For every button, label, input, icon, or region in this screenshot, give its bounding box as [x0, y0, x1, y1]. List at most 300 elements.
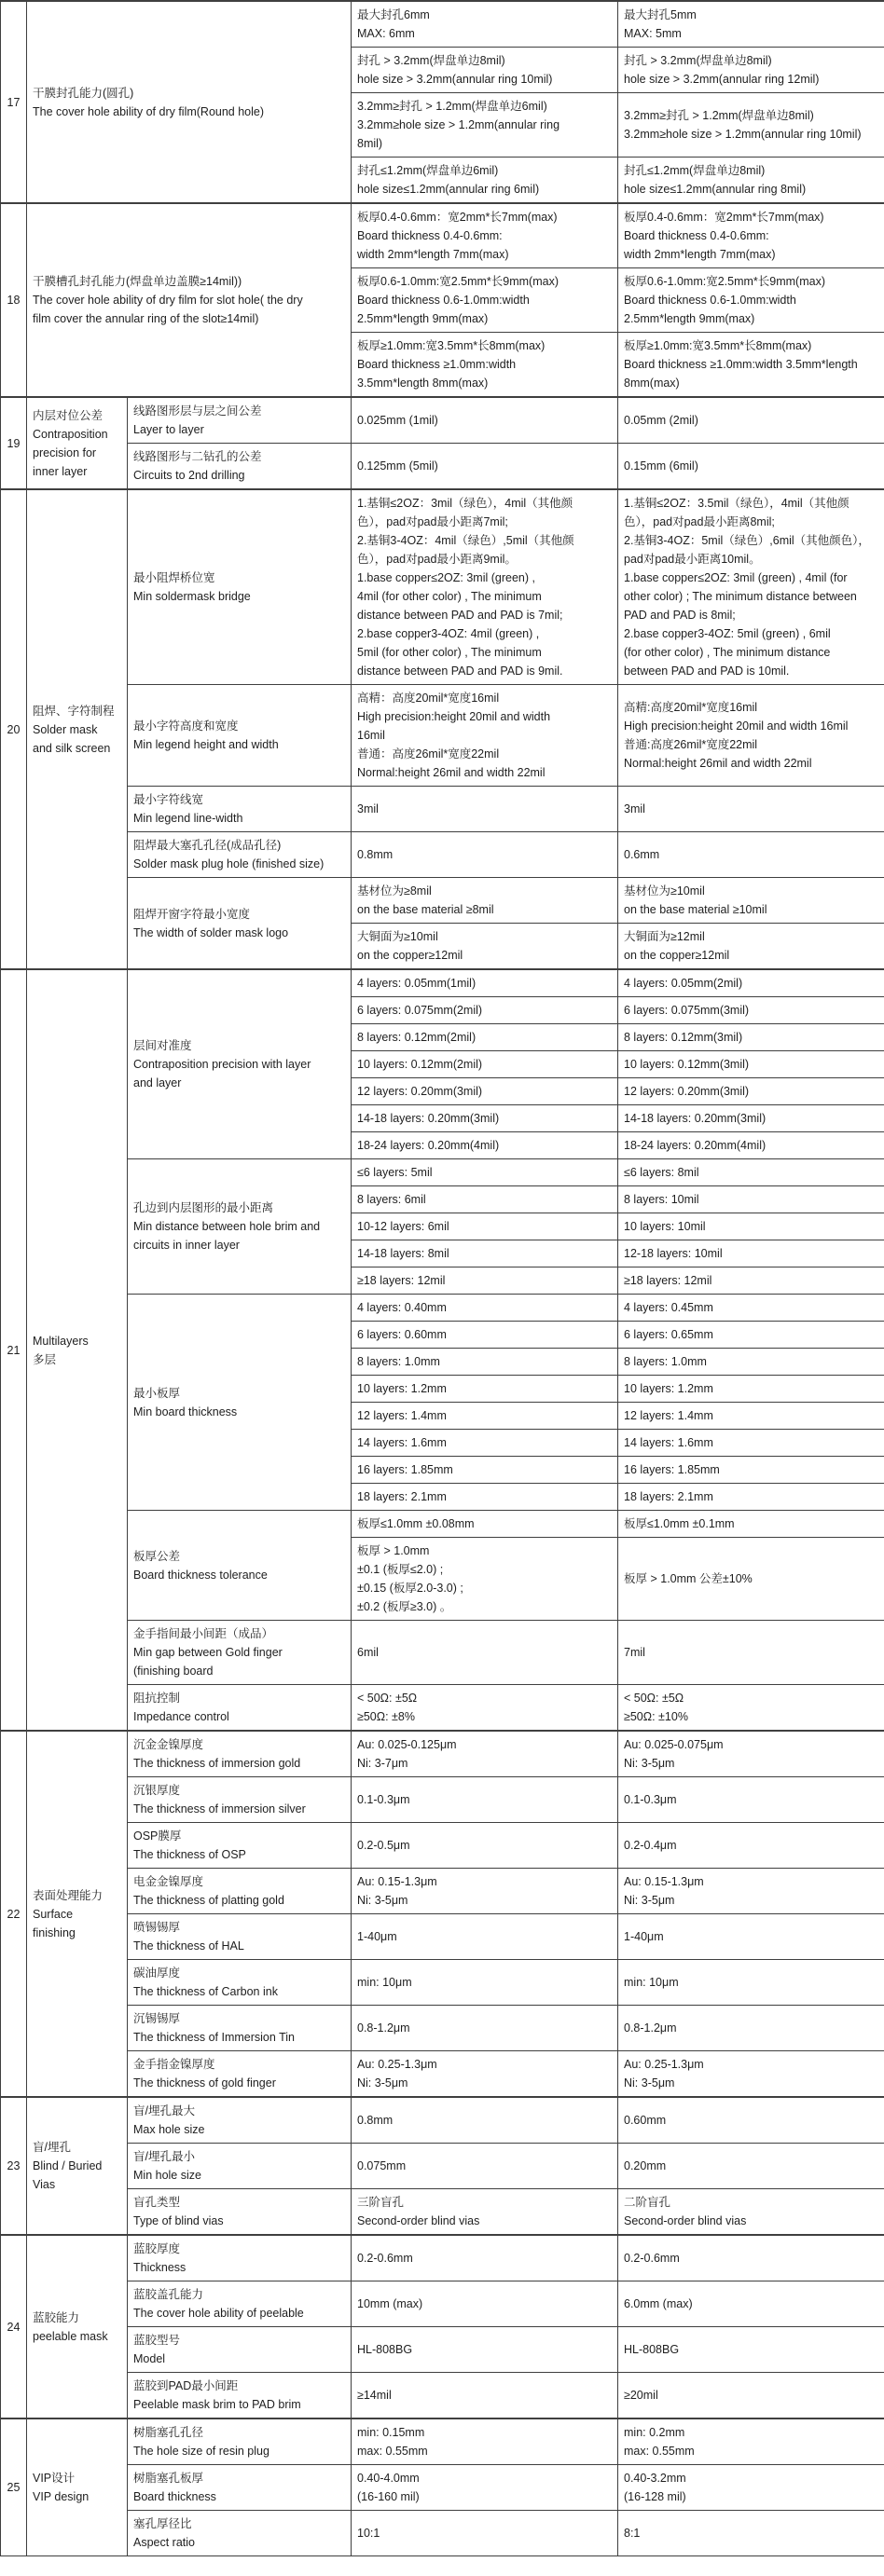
- value-cell-right: [618, 1, 884, 48]
- table-row: [1, 2373, 884, 2419]
- value-line: HL-808BG: [357, 2343, 413, 2356]
- item-label-line: 金手指金镍厚度: [133, 2058, 215, 2071]
- item-label-line: 盲孔类型: [133, 2196, 181, 2209]
- item-label-line: Board thickness tolerance: [133, 1568, 268, 1582]
- value-cell-right: [618, 2235, 884, 2281]
- table-row: [1, 203, 884, 268]
- value-cell-right: [618, 1132, 884, 1159]
- table-row: [1, 2189, 884, 2236]
- table-row: [1, 2144, 884, 2189]
- value-cell-left: [352, 1403, 618, 1430]
- value-line: 最大封孔6mm: [357, 8, 430, 21]
- item-label-line: Layer to layer: [133, 423, 204, 436]
- value-cell-left: [352, 685, 618, 787]
- value-cell-left: [352, 158, 618, 204]
- value-line: 6mil: [357, 1646, 379, 1659]
- item-label-line: Circuits to 2nd drilling: [133, 469, 245, 482]
- value-line: ±0.1 (板厚≤2.0) ;: [357, 1563, 444, 1576]
- item-label-line: Board thickness: [133, 2490, 216, 2503]
- value-line: min: 0.2mm: [624, 2426, 685, 2439]
- category-line: 干膜槽孔封孔能力(焊盘单边盖膜≥14mil)): [33, 275, 242, 288]
- value-cell-left: [352, 1511, 618, 1538]
- value-cell-right: [618, 685, 884, 787]
- item-label-cell: [128, 2189, 352, 2236]
- value-line: 0.05mm (2mil): [624, 414, 698, 427]
- category-line: 表面处理能力: [33, 1888, 104, 1902]
- value-cell-left: [352, 2006, 618, 2051]
- value-line: 3.2mm≥封孔 > 1.2mm(焊盘单边6mil): [357, 100, 547, 113]
- value-line: 8 layers: 6mil: [357, 1193, 426, 1206]
- item-label-cell: [128, 2418, 352, 2465]
- value-line: 10 layers: 10mil: [624, 1220, 706, 1233]
- value-cell-left: [352, 1024, 618, 1051]
- category-line: and silk screen: [33, 741, 111, 755]
- item-label-line: 沉银厚度: [133, 1784, 181, 1797]
- value-line: 1.基铜≤2OZ：3mil（绿色），4mil（其他颜: [357, 497, 573, 510]
- item-label-line: 塞孔厚径比: [133, 2517, 192, 2530]
- value-cell-right: [618, 1078, 884, 1105]
- value-cell-left: [352, 924, 618, 970]
- value-line: 8mil): [357, 137, 383, 150]
- value-line: 0.20mm: [624, 2159, 667, 2172]
- table-row: [1, 685, 884, 787]
- item-label-line: Model: [133, 2352, 166, 2365]
- value-line: 1-40μm: [624, 1930, 664, 1943]
- value-line: 0.2-0.4μm: [624, 1839, 677, 1852]
- item-label-line: 蓝胶盖孔能力: [133, 2288, 204, 2301]
- value-cell-left: [352, 1078, 618, 1105]
- value-line: 10mm (max): [357, 2297, 423, 2310]
- value-line: 8:1: [624, 2527, 641, 2540]
- item-label-line: 金手指间最小间距（成品）: [133, 1627, 274, 1640]
- value-cell-left: [352, 1051, 618, 1078]
- value-line: 14 layers: 1.6mm: [624, 1436, 713, 1449]
- table-row: [1, 1159, 884, 1186]
- value-line: High precision:height 20mil and width 16mil: [624, 719, 849, 733]
- value-cell-right: [618, 787, 884, 832]
- item-label-line: The thickness of immersion silver: [133, 1802, 306, 1816]
- value-cell-left: [352, 2189, 618, 2236]
- value-line: Normal:height 26mil and width 22mil: [624, 757, 812, 770]
- item-label-cell: [128, 2235, 352, 2281]
- value-line: 封孔≤1.2mm(焊盘单边6mil): [357, 164, 499, 177]
- item-label-cell: [128, 1731, 352, 1777]
- value-line: distance between PAD and PAD is 9mil.: [357, 665, 563, 678]
- value-line: Normal:height 26mil and width 22mil: [357, 766, 546, 779]
- category-line: Solder mask: [33, 722, 98, 736]
- value-cell-left: [352, 2373, 618, 2419]
- value-line: between PAD and PAD is 10mil.: [624, 665, 790, 678]
- value-cell-right: [618, 1511, 884, 1538]
- value-cell-left: [352, 2281, 618, 2327]
- value-line: Ni: 3-5μm: [357, 1894, 408, 1907]
- item-label-line: 盲/埋孔最大: [133, 2104, 195, 2117]
- item-label-line: 蓝胶型号: [133, 2334, 181, 2347]
- category-line: 多层: [33, 1352, 57, 1366]
- value-line: width 2mm*length 7mm(max): [357, 248, 509, 261]
- item-label-line: Solder mask plug hole (finished size): [133, 857, 325, 870]
- item-label-cell: [128, 444, 352, 490]
- row-number-cell: [1, 1731, 27, 2097]
- value-cell-right: [618, 1240, 884, 1267]
- item-label-line: Peelable mask brim to PAD brim: [133, 2398, 301, 2411]
- value-line: 16 layers: 1.85mm: [624, 1463, 720, 1476]
- value-cell-left: [352, 997, 618, 1024]
- value-cell-left: [352, 832, 618, 878]
- item-label-line: and layer: [133, 1076, 182, 1089]
- row-number: 19: [7, 436, 21, 450]
- value-cell-right: [618, 2511, 884, 2556]
- value-cell-left: [352, 1777, 618, 1823]
- item-label-cell: [128, 1295, 352, 1511]
- item-label-line: Type of blind vias: [133, 2214, 224, 2227]
- value-line: other color) ; The minimum distance between: [624, 590, 857, 603]
- value-cell-right: [618, 2327, 884, 2373]
- value-cell-left: [352, 2465, 618, 2511]
- item-label-line: Min board thickness: [133, 1404, 238, 1418]
- category-cell: [27, 2097, 128, 2235]
- item-label-line: The thickness of gold finger: [133, 2076, 276, 2090]
- value-cell-left: [352, 1457, 618, 1484]
- value-line: 0.15mm (6mil): [624, 459, 698, 473]
- item-label-cell: [128, 2511, 352, 2556]
- value-line: 封孔≤1.2mm(焊盘单边8mil): [624, 164, 766, 177]
- value-line: 板厚≥1.0mm:宽3.5mm*长8mm(max): [357, 339, 546, 352]
- item-label-line: Impedance control: [133, 1710, 229, 1723]
- table-row: [1, 969, 884, 997]
- value-line: 12 layers: 0.20mm(3mil): [624, 1085, 750, 1098]
- value-line: Ni: 3-5μm: [357, 2076, 408, 2090]
- item-label-cell: [128, 489, 352, 685]
- value-cell-left: [352, 93, 618, 158]
- row-number-cell: [1, 969, 27, 1731]
- value-line: pad对pad最小距离10mil。: [624, 553, 761, 566]
- value-cell-right: [618, 1869, 884, 1914]
- value-line: Ni: 3-5μm: [624, 2076, 675, 2090]
- item-label-line: The thickness of OSP: [133, 1848, 246, 1861]
- value-cell-left: [352, 1376, 618, 1403]
- category-line: Contraposition: [33, 427, 108, 441]
- value-line: 1-40μm: [357, 1930, 397, 1943]
- item-label-line: 最小字符线宽: [133, 793, 204, 806]
- value-line: 三阶盲孔: [357, 2196, 405, 2209]
- value-line: PAD and PAD is 8mil;: [624, 609, 736, 622]
- table-row: [1, 1731, 884, 1777]
- item-label-line: 层间对准度: [133, 1039, 192, 1052]
- value-cell-right: [618, 1213, 884, 1240]
- item-label-line: circuits in inner layer: [133, 1239, 240, 1252]
- value-line: 0.025mm (1mil): [357, 414, 438, 427]
- category-line: VIP设计: [33, 2472, 76, 2485]
- value-line: 普通：高度26mil*宽度22mil: [357, 747, 500, 760]
- value-cell-right: [618, 1267, 884, 1295]
- value-line: 8 layers: 10mil: [624, 1193, 699, 1206]
- item-label-line: The cover hole ability of peelable: [133, 2307, 304, 2320]
- value-cell-right: [618, 2144, 884, 2189]
- item-label-line: 沉金金镍厚度: [133, 1738, 204, 1751]
- item-label-line: 阻焊开窗字符最小宽度: [133, 907, 251, 921]
- value-cell-left: [352, 1322, 618, 1349]
- category-line: 阻焊、字符制程: [33, 704, 115, 718]
- value-cell-right: [618, 2465, 884, 2511]
- value-line: ≥50Ω: ±10%: [624, 1710, 688, 1723]
- item-label-cell: [128, 1960, 352, 2006]
- value-line: Board thickness 0.6-1.0mm:width: [357, 294, 530, 307]
- category-cell: [27, 1, 352, 203]
- value-line: Second-order blind vias: [357, 2214, 480, 2227]
- value-cell-left: [352, 489, 618, 685]
- value-line: 6 layers: 0.60mm: [357, 1328, 447, 1341]
- value-line: 3.5mm*length 8mm(max): [357, 377, 489, 390]
- value-cell-right: [618, 2189, 884, 2236]
- value-line: 0.1-0.3μm: [624, 1793, 677, 1806]
- item-label-cell: [128, 1685, 352, 1732]
- value-cell-right: [618, 997, 884, 1024]
- value-cell-left: [352, 1731, 618, 1777]
- value-cell-left: [352, 2418, 618, 2465]
- item-label-line: 最小板厚: [133, 1386, 181, 1400]
- value-line: hole size≤1.2mm(annular ring 8mil): [624, 183, 807, 196]
- table-row: [1, 489, 884, 685]
- value-line: 8 layers: 1.0mm: [357, 1355, 440, 1368]
- value-line: MAX: 6mm: [357, 27, 415, 40]
- item-label-line: The thickness of Immersion Tin: [133, 2031, 295, 2044]
- value-line: 基材位为≥8mil: [357, 884, 432, 897]
- value-line: ≤6 layers: 8mil: [624, 1166, 699, 1179]
- value-cell-left: [352, 1240, 618, 1267]
- item-label-cell: [128, 878, 352, 970]
- value-cell-left: [352, 2051, 618, 2098]
- value-line: 10 layers: 0.12mm(3mil): [624, 1058, 750, 1071]
- value-line: 板厚≤1.0mm ±0.08mm: [357, 1517, 475, 1530]
- category-line: 干膜封孔能力(圆孔): [33, 86, 134, 100]
- item-label-cell: [128, 2281, 352, 2327]
- item-label-line: 线路图形层与层之间公差: [133, 404, 262, 418]
- value-cell-left: [352, 1960, 618, 2006]
- category-cell: [27, 397, 128, 489]
- value-line: 4 layers: 0.45mm: [624, 1301, 713, 1314]
- value-cell-right: [618, 1538, 884, 1621]
- item-label-line: Min hole size: [133, 2169, 201, 2182]
- item-label-line: The thickness of Carbon ink: [133, 1985, 278, 1998]
- value-cell-right: [618, 2006, 884, 2051]
- value-line: 0.075mm: [357, 2159, 407, 2172]
- value-cell-left: [352, 787, 618, 832]
- value-line: ≥18 layers: 12mil: [624, 1274, 712, 1287]
- value-line: ≤6 layers: 5mil: [357, 1166, 433, 1179]
- table-row: [1, 2281, 884, 2327]
- value-cell-left: [352, 878, 618, 924]
- category-cell: [27, 969, 128, 1731]
- value-cell-right: [618, 1295, 884, 1322]
- value-cell-left: [352, 1, 618, 48]
- table-row: [1, 2235, 884, 2281]
- row-number: 22: [7, 1907, 21, 1921]
- value-line: (16-160 mil): [357, 2490, 420, 2503]
- value-line: 6.0mm (max): [624, 2297, 693, 2310]
- value-line: < 50Ω: ±5Ω: [624, 1692, 684, 1705]
- value-line: 4 layers: 0.05mm(2mil): [624, 977, 743, 990]
- value-line: min: 10μm: [357, 1976, 412, 1989]
- value-line: 4 layers: 0.05mm(1mil): [357, 977, 477, 990]
- category-cell: [27, 1731, 128, 2097]
- value-line: 12 layers: 1.4mm: [357, 1409, 447, 1422]
- item-label-cell: [128, 787, 352, 832]
- value-line: Board thickness ≥1.0mm:width: [357, 358, 517, 371]
- value-cell-right: [618, 832, 884, 878]
- value-cell-right: [618, 1322, 884, 1349]
- value-line: distance between PAD and PAD is 7mil;: [357, 609, 563, 622]
- table-row: [1, 2418, 884, 2465]
- row-number: 21: [7, 1343, 21, 1357]
- value-cell-left: [352, 1430, 618, 1457]
- value-cell-left: [352, 1914, 618, 1960]
- table-row: [1, 878, 884, 924]
- value-cell-right: [618, 1349, 884, 1376]
- value-line: 10 layers: 1.2mm: [624, 1382, 713, 1395]
- row-number-cell: [1, 489, 27, 969]
- category-cell: [27, 2418, 128, 2556]
- row-number-cell: [1, 397, 27, 489]
- value-line: Au: 0.15-1.3μm: [357, 1875, 437, 1888]
- value-line: 封孔 > 3.2mm(焊盘单边8mil): [624, 54, 772, 67]
- value-cell-right: [618, 1105, 884, 1132]
- value-line: min: 0.15mm: [357, 2426, 425, 2439]
- item-label-line: 树脂塞孔板厚: [133, 2472, 204, 2485]
- item-label-line: 板厚公差: [133, 1549, 181, 1563]
- value-line: 12 layers: 1.4mm: [624, 1409, 713, 1422]
- category-line: film cover the annular ring of the slot≥14mil): [33, 312, 259, 325]
- value-cell-left: [352, 1186, 618, 1213]
- item-label-cell: [128, 1823, 352, 1869]
- value-cell-right: [618, 333, 884, 398]
- row-number: 20: [7, 722, 21, 736]
- item-label-cell: [128, 397, 352, 444]
- item-label-line: Aspect ratio: [133, 2536, 196, 2549]
- item-label-cell: [128, 2373, 352, 2419]
- item-label-cell: [128, 969, 352, 1159]
- value-line: 1.基铜≤2OZ：3.5mil（绿色），4mil（其他颜: [624, 497, 849, 510]
- value-line: ≥18 layers: 12mil: [357, 1274, 446, 1287]
- value-line: 色），pad对pad最小距离9mil。: [357, 553, 517, 566]
- value-cell-right: [618, 1403, 884, 1430]
- value-line: MAX: 5mm: [624, 27, 682, 40]
- value-line: 板厚 > 1.0mm 公差±10%: [624, 1572, 753, 1585]
- value-cell-left: [352, 1132, 618, 1159]
- value-line: 2.基铜3-4OZ：4mil（绿色）,5mil（其他颜: [357, 534, 574, 547]
- value-line: 大铜面为≥10mil: [357, 930, 438, 943]
- value-line: Board thickness 0.4-0.6mm:: [624, 229, 769, 242]
- value-line: Ni: 3-7μm: [357, 1757, 408, 1770]
- item-label-line: Max hole size: [133, 2123, 205, 2136]
- value-line: 6 layers: 0.075mm(3mil): [624, 1004, 750, 1017]
- item-label-line: The thickness of immersion gold: [133, 1757, 301, 1770]
- item-label-cell: [128, 2006, 352, 2051]
- category-line: The cover hole ability of dry film(Round hole): [33, 104, 265, 118]
- value-line: 18 layers: 2.1mm: [624, 1490, 713, 1503]
- item-label-line: 阻焊最大塞孔孔径(成品孔径): [133, 839, 282, 852]
- table-row: [1, 787, 884, 832]
- category-line: 内层对位公差: [33, 408, 104, 422]
- table-row: [1, 2327, 884, 2373]
- value-line: 14 layers: 1.6mm: [357, 1436, 447, 1449]
- row-number-cell: [1, 203, 27, 397]
- value-cell-right: [618, 2373, 884, 2419]
- item-label-line: Min gap between Gold finger: [133, 1646, 283, 1659]
- value-cell-right: [618, 1731, 884, 1777]
- value-cell-left: [352, 444, 618, 490]
- table-row: [1, 397, 884, 444]
- value-line: 0.8mm: [357, 2114, 394, 2127]
- value-line: 4 layers: 0.40mm: [357, 1301, 447, 1314]
- value-cell-left: [352, 1105, 618, 1132]
- value-cell-right: [618, 1051, 884, 1078]
- item-label-line: 喷锡锡厚: [133, 1921, 181, 1934]
- value-cell-left: [352, 1621, 618, 1685]
- item-label-cell: [128, 1159, 352, 1295]
- value-line: 色），pad对pad最小距离7mil;: [357, 515, 508, 528]
- value-line: 7mil: [624, 1646, 645, 1659]
- value-line: Ni: 3-5μm: [624, 1757, 675, 1770]
- value-line: 5mil (for other color) , The minimum: [357, 646, 542, 659]
- value-line: 18 layers: 2.1mm: [357, 1490, 447, 1503]
- value-line: 14-18 layers: 0.20mm(3mil): [357, 1112, 500, 1125]
- value-line: 10:1: [357, 2527, 380, 2540]
- value-line: 0.125mm (5mil): [357, 459, 438, 473]
- value-line: 2.5mm*length 9mm(max): [624, 312, 755, 325]
- item-label-cell: [128, 2051, 352, 2098]
- category-cell: [27, 489, 128, 969]
- value-cell-left: [352, 1869, 618, 1914]
- value-cell-right: [618, 1777, 884, 1823]
- item-label-line: Contraposition precision with layer: [133, 1058, 311, 1071]
- value-cell-right: [618, 1914, 884, 1960]
- value-line: 2.base copper3-4OZ: 4mil (green) ,: [357, 627, 540, 640]
- row-number-cell: [1, 2235, 27, 2418]
- value-line: 2.基铜3-4OZ：5mil（绿色）,6mil（其他颜色），: [624, 534, 870, 547]
- category-line: VIP design: [33, 2490, 90, 2503]
- item-label-cell: [128, 2144, 352, 2189]
- value-line: 1.base copper≤2OZ: 3mil (green) ,: [357, 571, 535, 584]
- category-line: 蓝胶能力: [33, 2310, 80, 2324]
- value-line: on the copper≥12mil: [357, 949, 463, 962]
- value-cell-left: [352, 333, 618, 398]
- value-cell-left: [352, 2327, 618, 2373]
- value-cell-left: [352, 1685, 618, 1732]
- item-label-line: Thickness: [133, 2261, 186, 2274]
- table-row: [1, 1685, 884, 1732]
- table-row: [1, 1823, 884, 1869]
- value-line: 1.base copper≤2OZ: 3mil (green) , 4mil (for: [624, 571, 848, 584]
- value-line: min: 10μm: [624, 1976, 679, 1989]
- value-line: 封孔 > 3.2mm(焊盘单边8mil): [357, 54, 505, 67]
- value-line: Board thickness 0.6-1.0mm:width: [624, 294, 796, 307]
- value-line: max: 0.55mm: [357, 2445, 428, 2458]
- value-cell-left: [352, 48, 618, 93]
- spec-table-body: [1, 1, 884, 2556]
- value-cell-right: [618, 1376, 884, 1403]
- category-line: Blind / Buried: [33, 2159, 103, 2172]
- value-cell-right: [618, 158, 884, 204]
- value-line: 板厚0.4-0.6mm：宽2mm*长7mm(max): [357, 211, 558, 224]
- category-line: The cover hole ability of dry film for slot hole( the dry: [33, 294, 303, 307]
- item-label-line: Min legend height and width: [133, 738, 279, 751]
- value-line: 0.8-1.2μm: [357, 2021, 410, 2035]
- category-line: finishing: [33, 1925, 76, 1939]
- value-line: ±0.2 (板厚≥3.0) 。: [357, 1600, 452, 1613]
- category-line: Vias: [33, 2178, 56, 2191]
- item-label-cell: [128, 1777, 352, 1823]
